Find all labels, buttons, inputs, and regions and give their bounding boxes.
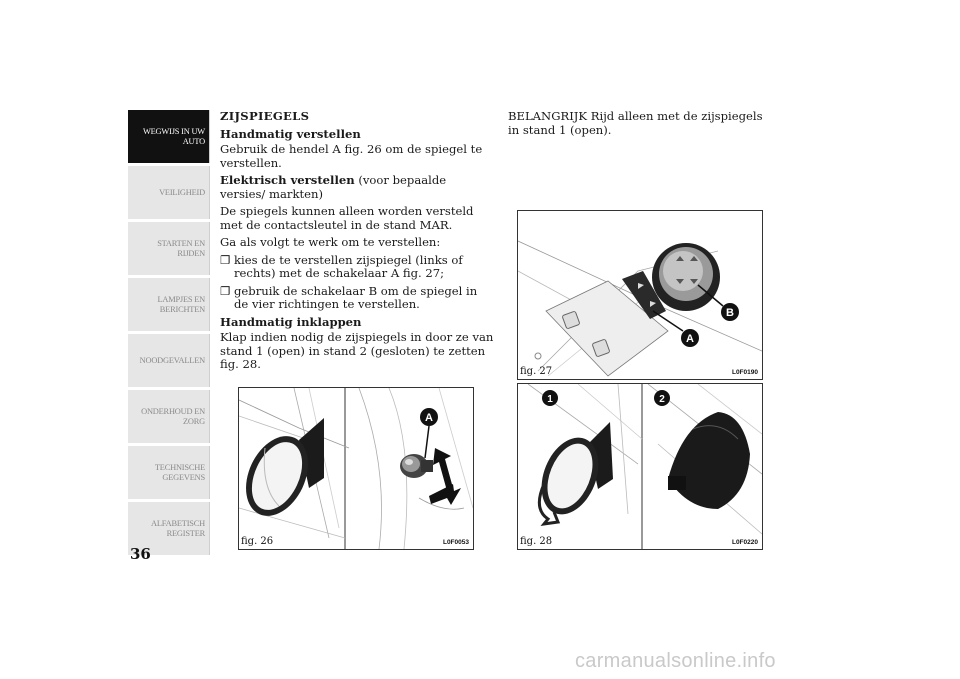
callout-a: A (686, 333, 694, 345)
bullet-text: kies de te verstellen zijspiegel (links of rechts) met de schakelaar A fig. 27; (234, 252, 463, 280)
figure-27 (517, 210, 763, 380)
bullet-item (220, 254, 494, 281)
tab-label: STARTEN EN RIJDEN (157, 238, 205, 258)
tab-label: VEILIGHEID (159, 187, 205, 197)
tab-label: NOODGEVALLEN (139, 355, 205, 365)
tab-noodgevallen[interactable] (128, 334, 210, 387)
figure-label: fig. 28 (520, 536, 553, 547)
callout-b: B (726, 307, 734, 319)
electric-text-1: De spiegels kunnen alleen worden versteld met de contactsleutel in de stand MAR. (220, 204, 474, 232)
figure-code: L0F0220 (731, 539, 758, 546)
fold-heading: Handmatig inklappen (220, 314, 362, 329)
text-column-left (220, 110, 494, 376)
figure-28-illustration (518, 384, 762, 549)
tab-starten[interactable] (128, 222, 210, 275)
watermark-text: carmanualsonline.info (575, 650, 776, 672)
electric-suffix: (voor bepaalde versies/ markten) (220, 173, 447, 201)
figure-code: L0F0190 (731, 369, 758, 376)
tab-lampjes[interactable] (128, 278, 210, 331)
tab-label: ALFABETISCH REGISTER (151, 518, 205, 538)
bullet-text: gebruik de schakelaar B om de spiegel in de vier richtingen te verstellen. (234, 283, 478, 311)
tab-label: LAMPJES EN BERICHTEN (157, 294, 205, 314)
electric-paragraph (220, 174, 494, 201)
electric-text-2: Ga als volgt te werk om te verstellen: (220, 235, 441, 249)
callout-a: A (425, 412, 433, 424)
bullet-mark: ❐ (220, 283, 231, 298)
tab-label: ONDERHOUD EN ZORG (141, 406, 205, 426)
tab-label: TECHNISCHE GEGEVENS (154, 462, 205, 482)
tab-label: WEGWIJS IN UW AUTO (142, 126, 205, 146)
figure-26 (238, 387, 474, 550)
bullet-mark: ❐ (220, 252, 231, 267)
bullet-item (220, 285, 494, 312)
chapter-sidebar (128, 110, 210, 558)
electric-heading: Elektrisch verstellen (220, 173, 355, 187)
fold-text: Klap indien nodig de zijspiegels in door ze van stand 1 (open) in stand 2 (gesloten) te zetten fig. 28. (220, 330, 494, 371)
tab-onderhoud[interactable] (128, 390, 210, 443)
tab-veiligheid[interactable] (128, 166, 210, 219)
figure-26-illustration (239, 388, 473, 549)
important-note: BELANGRIJK Rijd alleen met de zijspiegels in stand 1 (open). (508, 109, 763, 137)
section-title: ZIJSPIEGELS (220, 109, 310, 123)
figure-28 (517, 383, 763, 550)
figure-label: fig. 27 (520, 366, 553, 377)
figure-27-illustration (518, 211, 762, 379)
manual-text: Gebruik de hendel A fig. 26 om de spiegel te verstellen. (220, 142, 483, 170)
manual-heading: Handmatig verstellen (220, 126, 361, 141)
page-number: 36 (130, 545, 151, 563)
callout-1: 1 (547, 394, 553, 405)
text-column-right (508, 110, 763, 141)
figure-code: L0F0053 (442, 539, 469, 546)
callout-2: 2 (659, 394, 665, 405)
tab-wegwijs[interactable] (128, 110, 210, 163)
tab-technische[interactable] (128, 446, 210, 499)
figure-label: fig. 26 (241, 536, 274, 547)
